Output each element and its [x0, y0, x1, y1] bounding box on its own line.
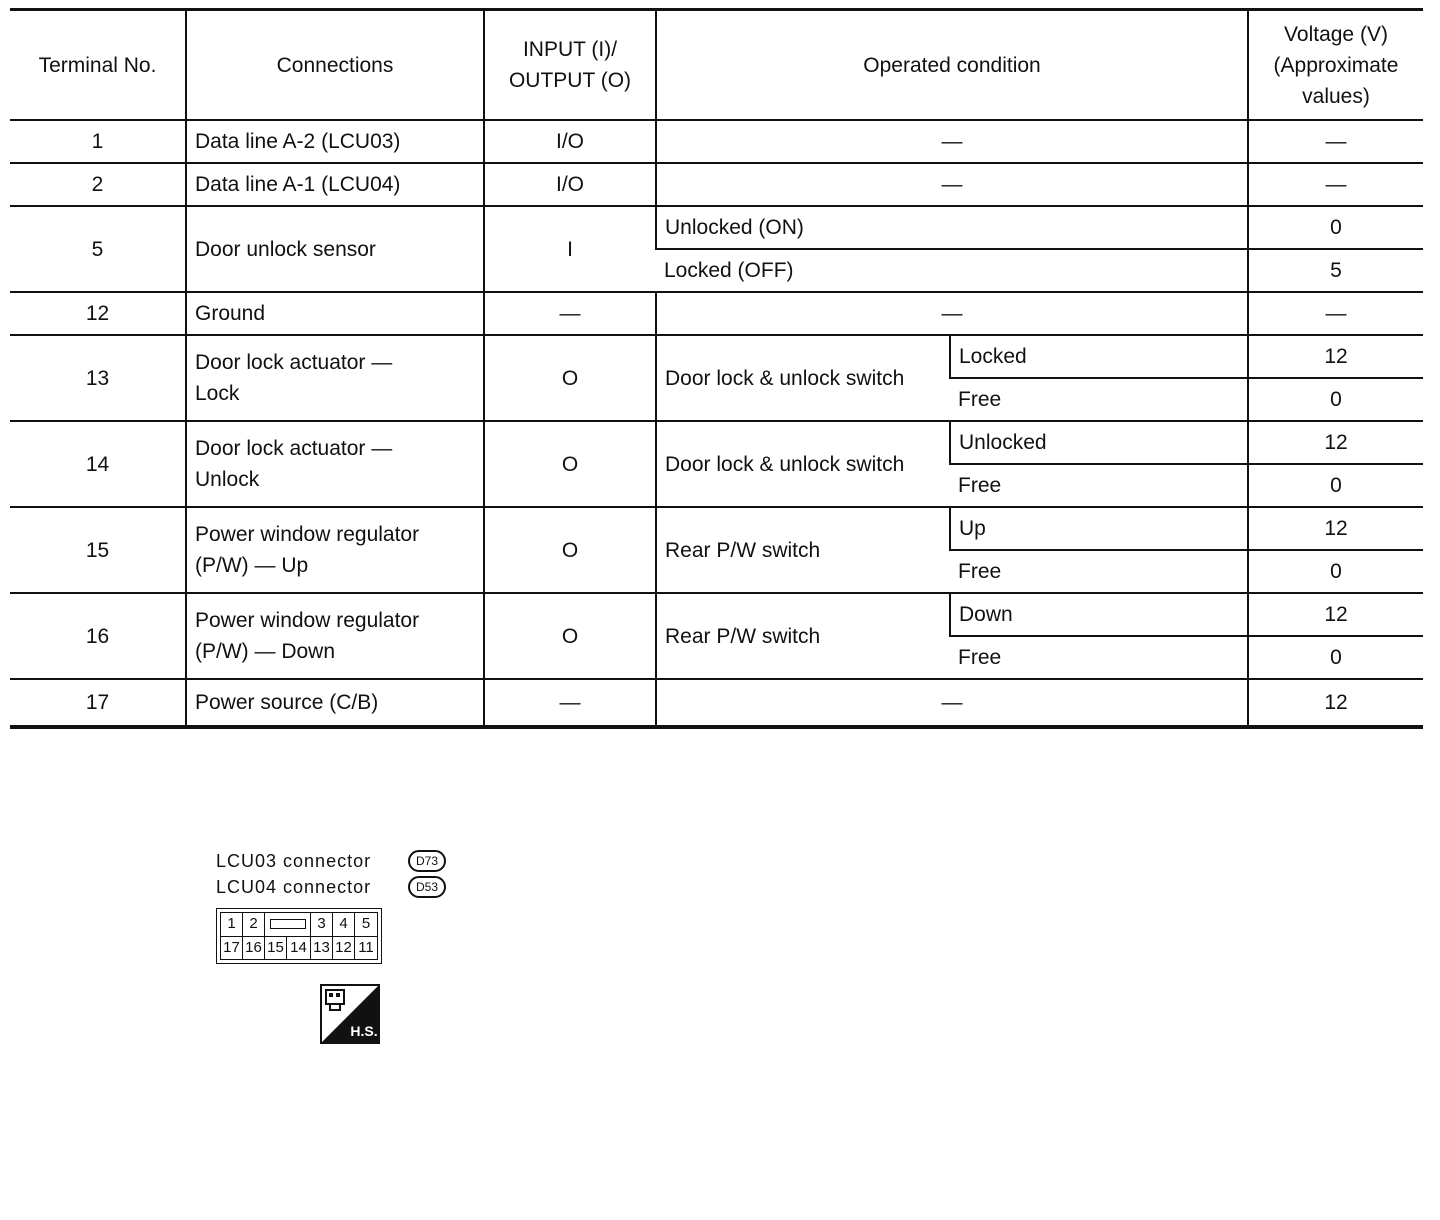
io-type: I/O — [484, 163, 656, 206]
table-row — [10, 679, 1423, 727]
terminal-number: 13 — [10, 335, 186, 421]
connector-pin: 5 — [361, 915, 371, 932]
header-input-output: INPUT (I)/ OUTPUT (O) — [484, 10, 656, 121]
terminal-number: 2 — [10, 163, 186, 206]
switch-state: Free — [950, 464, 1248, 507]
connector-pin: 11 — [358, 939, 374, 956]
header-operated-condition: Operated condition — [656, 10, 1248, 121]
operating-switch: Door lock & unlock switch — [656, 421, 950, 507]
connector-label: LCU03 connector — [216, 850, 372, 871]
voltage-value: 5 — [1248, 249, 1423, 292]
connection-name: Power window regulator (P/W) — Up — [186, 507, 484, 593]
connector-top-row — [221, 913, 377, 937]
connection-name: Ground — [186, 292, 484, 335]
switch-state: Up — [950, 507, 1248, 550]
terminal-number: 1 — [10, 120, 186, 163]
table-row — [10, 507, 1423, 550]
switch-state: Free — [950, 636, 1248, 679]
voltage-value: 0 — [1248, 464, 1423, 507]
io-type: O — [484, 421, 656, 507]
header-voltage: Voltage (V) (Approximate values) — [1248, 10, 1423, 121]
connector-bottom-row — [221, 937, 377, 960]
connector-key-icon — [270, 919, 306, 929]
voltage-value: 0 — [1248, 206, 1423, 249]
terminal-number: 16 — [10, 593, 186, 679]
io-type: O — [484, 593, 656, 679]
connector-pin: 3 — [311, 913, 333, 936]
operated-condition: — — [656, 679, 1248, 727]
connection-name: Data line A-2 (LCU03) — [186, 120, 484, 163]
voltage-value: 12 — [1248, 335, 1423, 378]
operated-condition: — — [656, 120, 1248, 163]
table-row — [10, 593, 1423, 636]
terminal-table — [10, 8, 1423, 729]
switch-state: Down — [950, 593, 1248, 636]
switch-state: Unlocked — [950, 421, 1248, 464]
table-row — [10, 120, 1423, 163]
switch-state: Locked — [950, 335, 1248, 378]
io-type: O — [484, 335, 656, 421]
header-terminal: Terminal No. — [10, 10, 186, 121]
terminal-number: 5 — [10, 206, 186, 292]
connection-name: Power source (C/B) — [186, 679, 484, 727]
table-row — [10, 421, 1423, 464]
switch-state: Free — [950, 550, 1248, 593]
switch-state: Free — [950, 378, 1248, 421]
voltage-value: 12 — [1248, 507, 1423, 550]
connector-label-line — [216, 874, 476, 900]
connector-pin-block — [220, 912, 378, 960]
voltage-value: 0 — [1248, 378, 1423, 421]
connector-label: LCU04 connector — [216, 876, 372, 897]
operating-switch: Door lock & unlock switch — [656, 335, 950, 421]
voltage-value: 0 — [1248, 636, 1423, 679]
connector-pin: 16 — [243, 937, 265, 960]
terminal-number: 14 — [10, 421, 186, 507]
connector-code-badge: D53 — [408, 876, 446, 898]
connector-face — [216, 908, 382, 964]
operating-switch: Rear P/W switch — [656, 507, 950, 593]
voltage-value: — — [1248, 120, 1423, 163]
voltage-value: 12 — [1248, 593, 1423, 636]
table-row — [10, 206, 1423, 249]
io-type: O — [484, 507, 656, 593]
connector-label-line — [216, 848, 476, 874]
connector-key-slot — [265, 913, 311, 936]
connector-pin: 15 — [265, 937, 287, 960]
connection-name: Door lock actuator — Lock — [186, 335, 484, 421]
connector-pin: 17 — [221, 937, 243, 960]
connector-diagram — [216, 848, 476, 1048]
connector-pin: 2 — [243, 913, 265, 936]
terminal-number: 15 — [10, 507, 186, 593]
io-type: — — [484, 292, 656, 335]
harness-side-label: H.S. — [350, 1023, 378, 1039]
header-connections: Connections — [186, 10, 484, 121]
connector-pin: 14 — [287, 937, 311, 960]
table-header-row — [10, 10, 1423, 121]
connector-pin: 12 — [333, 937, 355, 960]
harness-side-connector-icon — [320, 984, 380, 1044]
connection-name: Door lock actuator — Unlock — [186, 421, 484, 507]
io-type: I — [484, 206, 656, 292]
operated-condition: Locked (OFF) — [656, 249, 1248, 292]
connection-name: Power window regulator (P/W) — Down — [186, 593, 484, 679]
io-type: I/O — [484, 120, 656, 163]
voltage-value: — — [1248, 292, 1423, 335]
operating-switch: Rear P/W switch — [656, 593, 950, 679]
operated-condition: — — [656, 163, 1248, 206]
operated-condition: — — [656, 292, 1248, 335]
connector-pin: 1 — [221, 913, 243, 936]
connector-pin: 4 — [333, 913, 355, 936]
connection-name: Door unlock sensor — [186, 206, 484, 292]
operated-condition: Unlocked (ON) — [656, 206, 1248, 249]
connector-code-badge: D73 — [408, 850, 446, 872]
connection-name: Data line A-1 (LCU04) — [186, 163, 484, 206]
connector-pin: 13 — [311, 937, 333, 960]
table-row — [10, 163, 1423, 206]
table-row — [10, 335, 1423, 378]
terminal-number: 12 — [10, 292, 186, 335]
table-row — [10, 292, 1423, 335]
voltage-value: — — [1248, 163, 1423, 206]
voltage-value: 0 — [1248, 550, 1423, 593]
terminal-number: 17 — [85, 691, 110, 714]
io-type: — — [484, 679, 656, 727]
voltage-value: 12 — [1248, 421, 1423, 464]
voltage-value: 12 — [1248, 679, 1423, 727]
